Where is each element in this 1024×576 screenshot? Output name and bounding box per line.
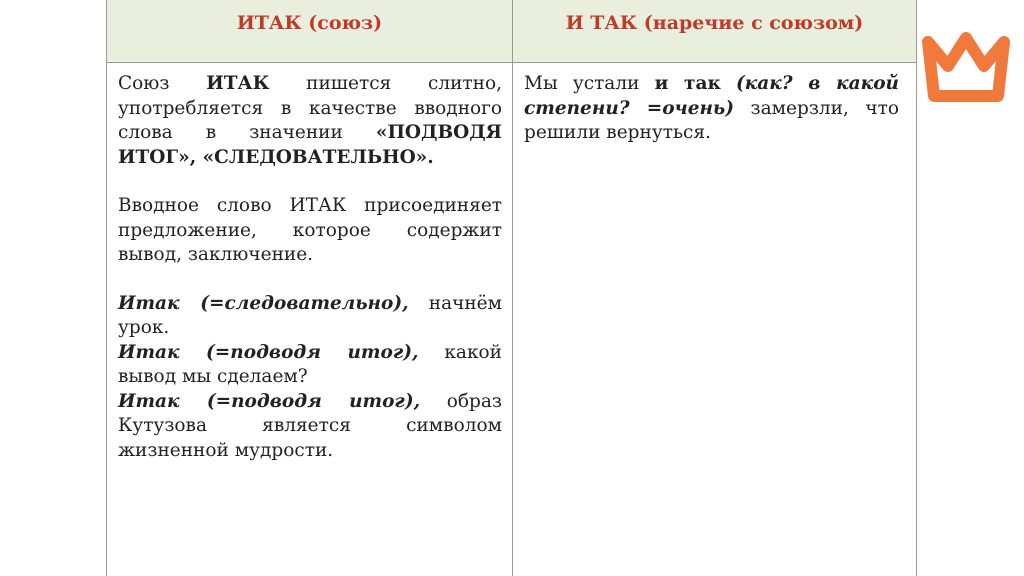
example-marker: (как? в какой степени? =очень): [524, 73, 899, 119]
crown-icon: [918, 28, 1014, 108]
comparison-table: [106, 0, 917, 576]
text-span: образ Кутузова является символом жизненной мудрости.: [118, 390, 502, 461]
text-span: пишется слитно, употребляется в качестве вводного слова в значении: [118, 73, 502, 143]
left-column-text: [118, 72, 502, 463]
text-span: начнём урок.: [118, 292, 503, 338]
example-marker: Итак (=следовательно),: [118, 292, 409, 314]
text-span: замерзли, что решили вернуться.: [524, 97, 900, 143]
example-2: [118, 341, 502, 390]
bold-term: ИТАК: [206, 73, 270, 94]
header-itak-union: ИТАК (союз): [236, 12, 383, 34]
bold-term: и так: [654, 73, 721, 94]
example-marker: Итак (=подводя итог),: [118, 341, 419, 363]
example-sentence: [524, 72, 899, 146]
definition-paragraph: [118, 72, 502, 170]
example-marker: Итак (=подводя итог),: [118, 390, 421, 412]
header-i-tak-adverb: И ТАК (наречие с союзом): [565, 12, 864, 34]
example-3: [118, 390, 502, 464]
right-column-text: [524, 72, 899, 146]
bold-meaning: «ПОДВОДЯ ИТОГ», «СЛЕДОВАТЕЛЬНО».: [118, 122, 502, 168]
explanation-paragraph: Вводное слово ИТАК присоединяет предложение, которое содержит вывод, заключение.: [118, 195, 502, 265]
example-1: [118, 292, 502, 341]
text-span: какой вывод мы сделаем?: [118, 341, 502, 387]
text-span: Мы устали: [524, 73, 655, 94]
text-span: Союз: [118, 73, 207, 94]
column-divider: [512, 0, 513, 576]
text-span: [721, 73, 736, 94]
